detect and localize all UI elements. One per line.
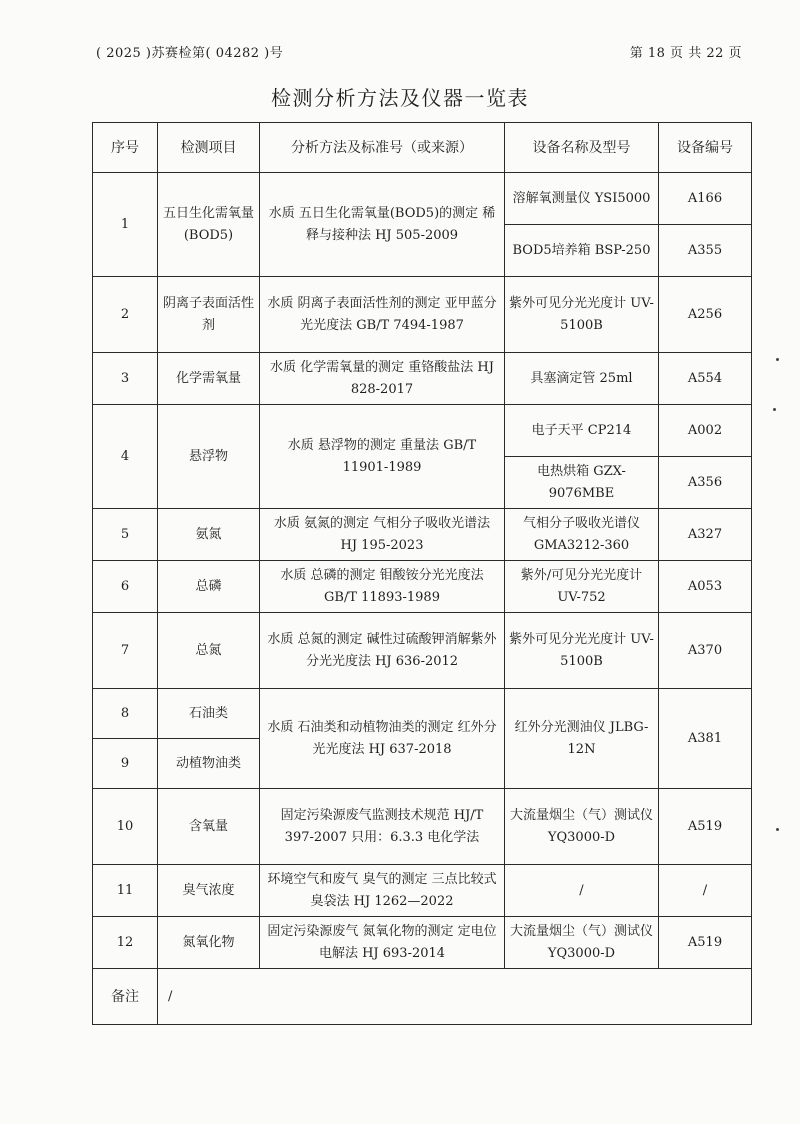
- row-no: 5: [93, 509, 158, 561]
- scan-speck: [776, 358, 779, 361]
- row-no: 9: [93, 739, 158, 789]
- row-no: 6: [93, 561, 158, 613]
- row-device: 大流量烟尘（气）测试仪 YQ3000-D: [505, 917, 659, 969]
- col-header-no: 序号: [93, 123, 158, 173]
- row-device-id: A381: [659, 689, 752, 789]
- row-device: 紫外可见分光光度计 UV-5100B: [505, 277, 659, 353]
- row-no: 8: [93, 689, 158, 739]
- row-device-id: A053: [659, 561, 752, 613]
- row-device-id: A327: [659, 509, 752, 561]
- row-item: 氮氧化物: [158, 917, 260, 969]
- row-method: 水质 总氮的测定 碱性过硫酸钾消解紫外分光光度法 HJ 636-2012: [260, 613, 505, 689]
- row-no: 10: [93, 789, 158, 865]
- row-device-id: A355: [659, 225, 752, 277]
- scan-speck: [773, 408, 776, 411]
- row-method: 水质 石油类和动植物油类的测定 红外分光光度法 HJ 637-2018: [260, 689, 505, 789]
- row-device-id: A519: [659, 789, 752, 865]
- scan-speck: [776, 828, 779, 831]
- remarks-value: /: [158, 969, 752, 1025]
- row-method: 水质 悬浮物的测定 重量法 GB/T 11901-1989: [260, 405, 505, 509]
- col-header-item: 检测项目: [158, 123, 260, 173]
- table-row: [93, 613, 752, 689]
- row-method: 固定污染源废气监测技术规范 HJ/T 397-2007 只用：6.3.3 电化学法: [260, 789, 505, 865]
- row-device-id: A166: [659, 173, 752, 225]
- row-device-id: A256: [659, 277, 752, 353]
- table-row: [93, 405, 752, 457]
- col-header-method: 分析方法及标准号（或来源）: [260, 123, 505, 173]
- row-item: 臭气浓度: [158, 865, 260, 917]
- table-row: [93, 509, 752, 561]
- row-no: 1: [93, 173, 158, 277]
- row-device-id: /: [659, 865, 752, 917]
- row-item: 含氧量: [158, 789, 260, 865]
- row-item: 石油类: [158, 689, 260, 739]
- row-no: 2: [93, 277, 158, 353]
- row-device: 气相分子吸收光谱仪 GMA3212-360: [505, 509, 659, 561]
- row-device: /: [505, 865, 659, 917]
- row-device: 溶解氧测量仪 YSI5000: [505, 173, 659, 225]
- row-device: 紫外/可见分光光度计 UV-752: [505, 561, 659, 613]
- row-method: 水质 化学需氧量的测定 重铬酸盐法 HJ 828-2017: [260, 353, 505, 405]
- table-row: [93, 277, 752, 353]
- table-row: [93, 353, 752, 405]
- row-item: 悬浮物: [158, 405, 260, 509]
- row-item: 五日生化需氧量(BOD5): [158, 173, 260, 277]
- row-device-id: A002: [659, 405, 752, 457]
- row-no: 7: [93, 613, 158, 689]
- row-method: 水质 总磷的测定 钼酸铵分光光度法 GB/T 11893-1989: [260, 561, 505, 613]
- row-item: 化学需氧量: [158, 353, 260, 405]
- col-header-device-id: 设备编号: [659, 123, 752, 173]
- row-device-id: A370: [659, 613, 752, 689]
- row-item: 总磷: [158, 561, 260, 613]
- row-no: 4: [93, 405, 158, 509]
- row-no: 11: [93, 865, 158, 917]
- row-device: 大流量烟尘（气）测试仪 YQ3000-D: [505, 789, 659, 865]
- row-device: BOD5培养箱 BSP-250: [505, 225, 659, 277]
- row-no: 3: [93, 353, 158, 405]
- report-number: ( 2025 )苏赛检第( 04282 )号: [96, 46, 284, 61]
- table-row: [93, 173, 752, 225]
- row-device: 红外分光测油仪 JLBG-12N: [505, 689, 659, 789]
- row-device-id: A356: [659, 457, 752, 509]
- col-header-device: 设备名称及型号: [505, 123, 659, 173]
- page-title: 检测分析方法及仪器一览表: [271, 86, 529, 110]
- row-method: 水质 氨氮的测定 气相分子吸收光谱法 HJ 195-2023: [260, 509, 505, 561]
- row-method: 环境空气和废气 臭气的测定 三点比较式臭袋法 HJ 1262—2022: [260, 865, 505, 917]
- table-row: [93, 789, 752, 865]
- row-no: 12: [93, 917, 158, 969]
- methods-table: [92, 122, 752, 1025]
- table-row: [93, 917, 752, 969]
- table-row: [93, 865, 752, 917]
- table-header-row: [93, 123, 752, 173]
- row-device-id: A554: [659, 353, 752, 405]
- row-method: 水质 阴离子表面活性剂的测定 亚甲蓝分光光度法 GB/T 7494-1987: [260, 277, 505, 353]
- table-row: [93, 561, 752, 613]
- page-indicator: 第 18 页 共 22 页: [629, 46, 742, 61]
- remarks-label: 备注: [93, 969, 158, 1025]
- row-item: 总氮: [158, 613, 260, 689]
- row-device: 电子天平 CP214: [505, 405, 659, 457]
- remarks-row: [93, 969, 752, 1025]
- row-method: 水质 五日生化需氧量(BOD5)的测定 稀释与接种法 HJ 505-2009: [260, 173, 505, 277]
- row-item: 动植物油类: [158, 739, 260, 789]
- row-item: 阴离子表面活性剂: [158, 277, 260, 353]
- table-row: [93, 689, 752, 739]
- row-device-id: A519: [659, 917, 752, 969]
- row-method: 固定污染源废气 氮氧化物的测定 定电位电解法 HJ 693-2014: [260, 917, 505, 969]
- row-device: 具塞滴定管 25ml: [505, 353, 659, 405]
- row-item: 氨氮: [158, 509, 260, 561]
- row-device: 紫外可见分光光度计 UV-5100B: [505, 613, 659, 689]
- row-device: 电热烘箱 GZX-9076MBE: [505, 457, 659, 509]
